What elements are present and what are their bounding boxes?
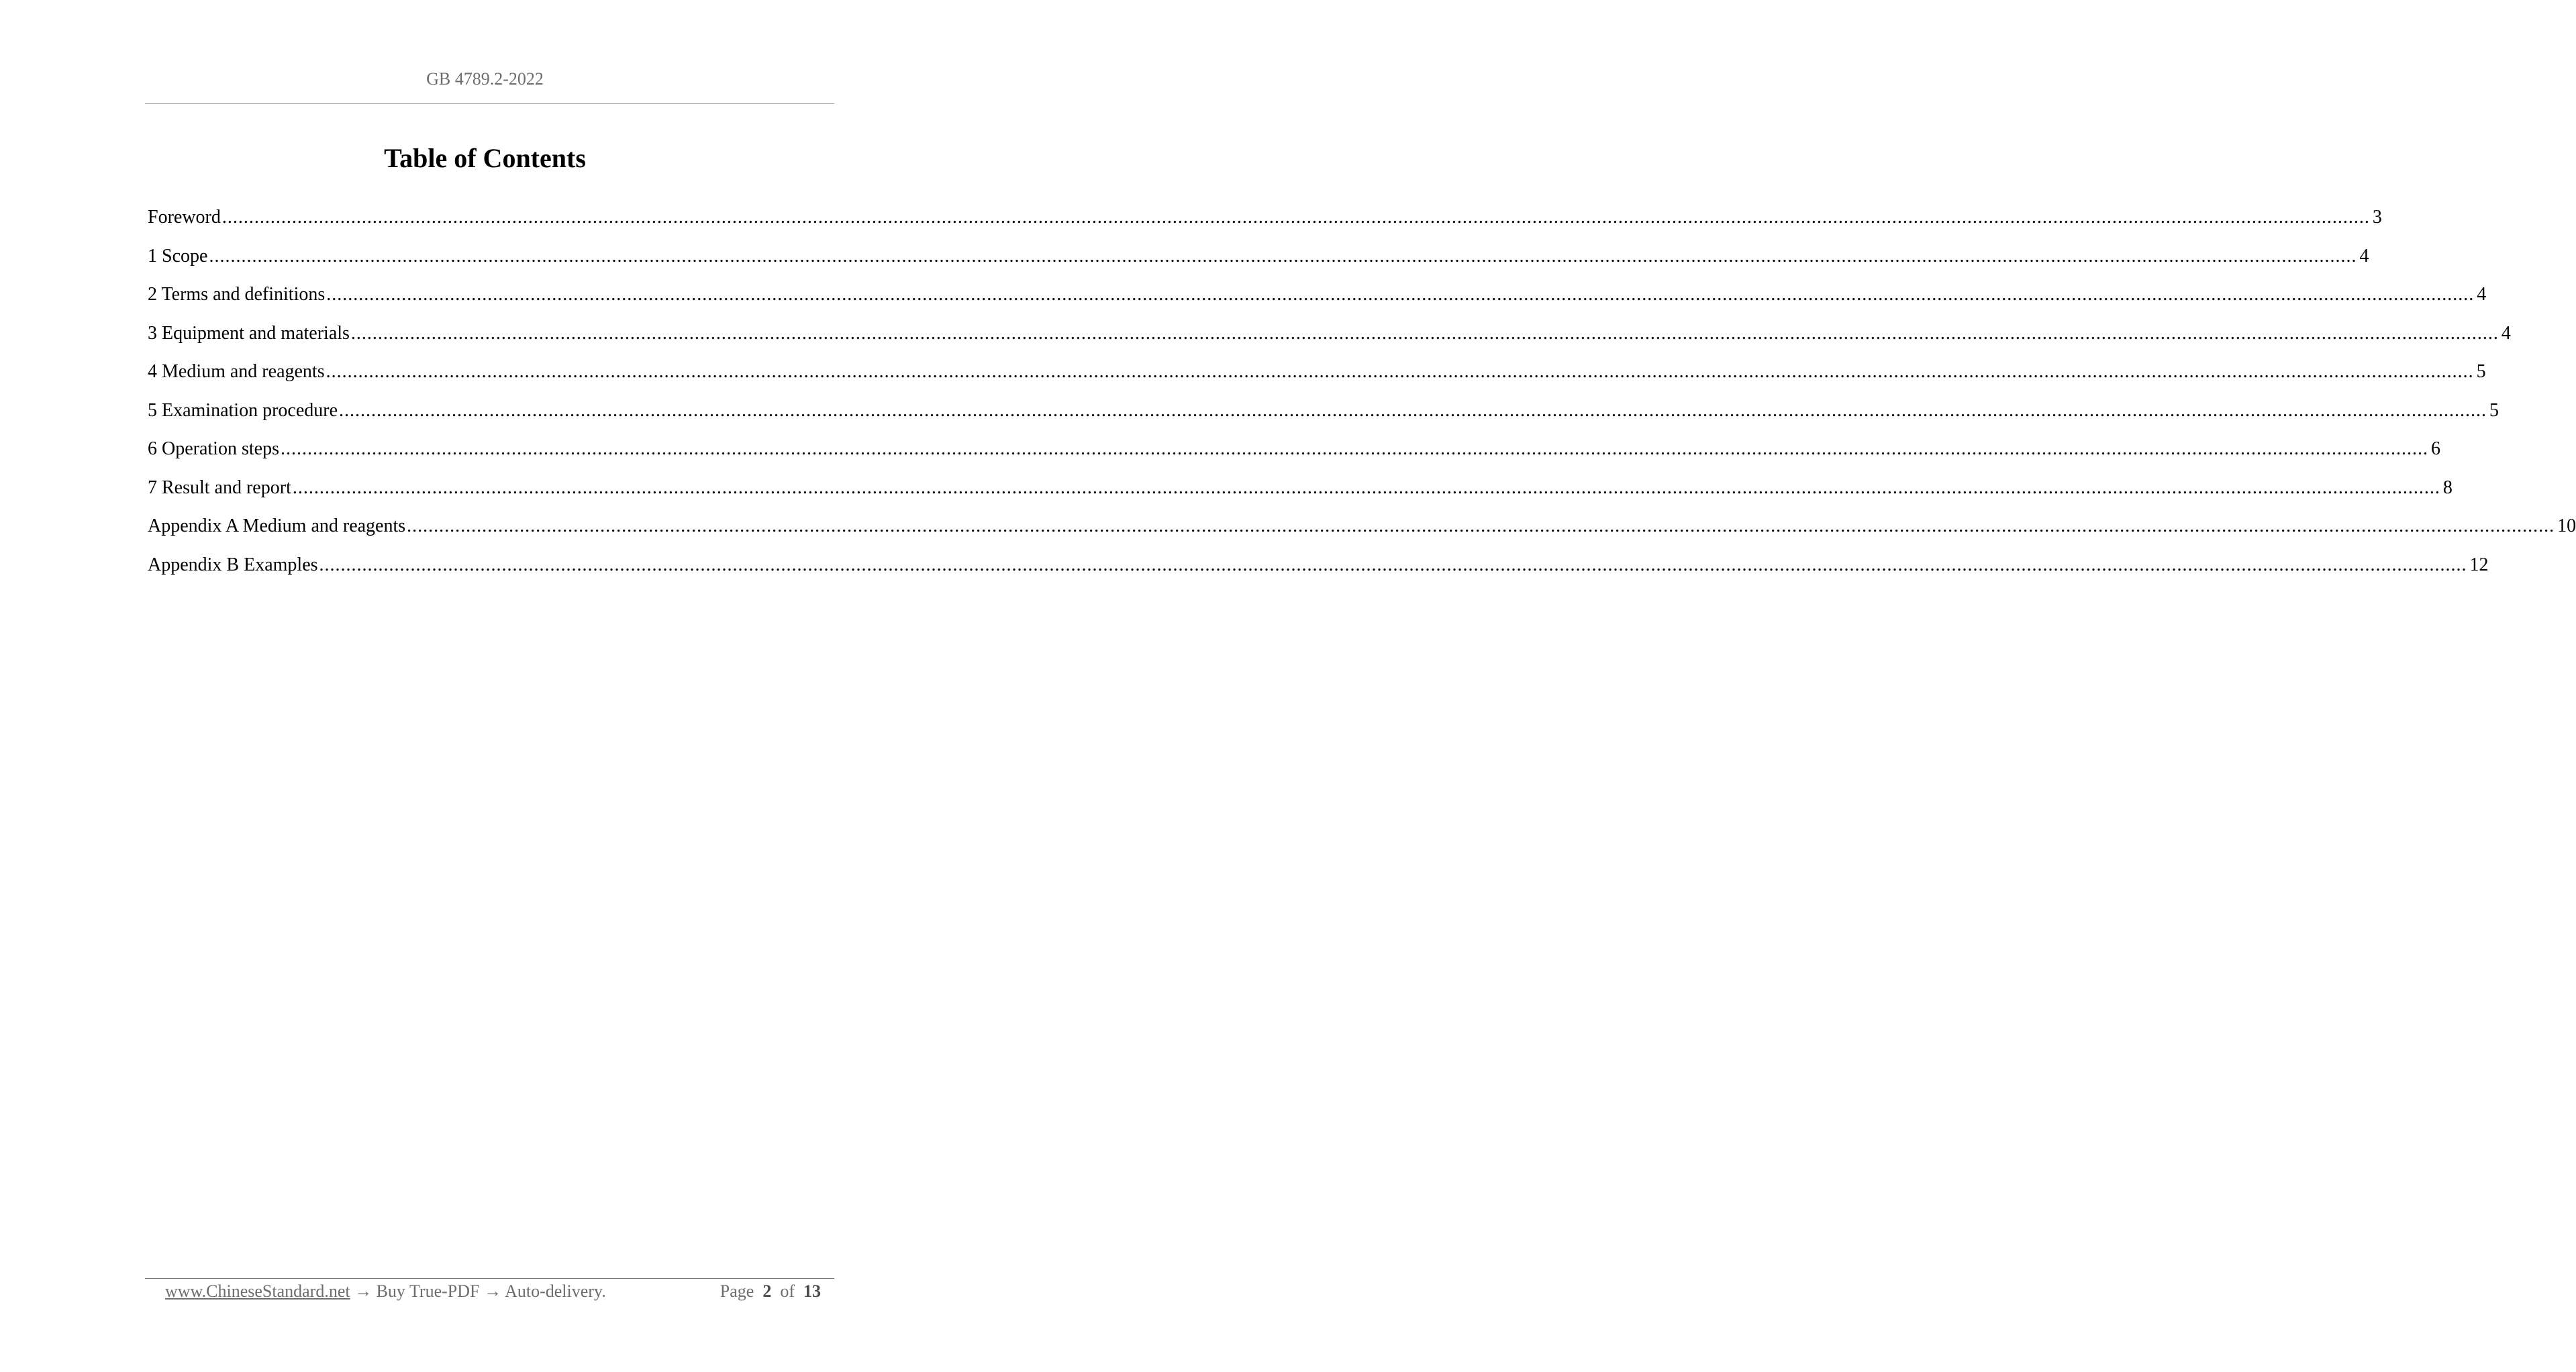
arrow-right-icon: → bbox=[484, 1281, 501, 1301]
toc-entry-label: Foreword bbox=[148, 207, 221, 228]
toc-dot-leader: ................................................................................................................................................................................................................................................................................................................................................................................................................ bbox=[319, 554, 2467, 575]
toc-entry-label: 4 Medium and reagents bbox=[148, 361, 325, 382]
toc-dot-leader: ................................................................................................................................................................................................................................................................................................................................................................................................................ bbox=[339, 399, 2487, 421]
toc-entry-page: 4 bbox=[2501, 322, 2511, 344]
toc-dot-leader: ................................................................................................................................................................................................................................................................................................................................................................................................................ bbox=[407, 516, 2555, 536]
toc-dot-leader: ................................................................................................................................................................................................................................................................................................................................................................................................................ bbox=[221, 207, 2370, 228]
toc-entry-label: 1 Scope bbox=[148, 245, 208, 266]
toc-entry-page: 10 bbox=[2557, 516, 2576, 536]
toc-dot-leader: ................................................................................................................................................................................................................................................................................................................................................................................................................ bbox=[209, 245, 2357, 266]
toc-entry-page: 5 bbox=[2476, 361, 2486, 382]
toc-entry-result[interactable] bbox=[148, 475, 2453, 514]
toc-entry-label: 2 Terms and definitions bbox=[148, 284, 326, 305]
website-link[interactable]: www.ChineseStandard.net bbox=[165, 1281, 350, 1301]
toc-entry-label: Appendix B Examples bbox=[148, 554, 318, 575]
arrow-right-icon: → bbox=[354, 1281, 373, 1301]
toc-list bbox=[148, 205, 2576, 591]
toc-entry-label: 6 Operation steps bbox=[148, 438, 279, 459]
toc-entry-label: 5 Examination procedure bbox=[148, 399, 338, 421]
toc-entry-foreword[interactable] bbox=[148, 205, 2382, 244]
toc-entry-label: 7 Result and report bbox=[148, 477, 291, 498]
footer-divider bbox=[145, 1278, 834, 1279]
toc-entry-page: 12 bbox=[2469, 554, 2489, 575]
toc-entry-label: Appendix A Medium and reagents bbox=[148, 516, 406, 536]
of-word: of bbox=[780, 1281, 795, 1301]
toc-entry-page: 4 bbox=[2359, 245, 2369, 266]
toc-entry-medium[interactable] bbox=[148, 359, 2486, 398]
toc-entry-scope[interactable] bbox=[148, 244, 2369, 283]
toc-entry-label: 3 Equipment and materials bbox=[148, 322, 350, 344]
toc-dot-leader: ................................................................................................................................................................................................................................................................................................................................................................................................................ bbox=[326, 284, 2475, 305]
page-indicator bbox=[720, 1281, 821, 1302]
page-word: Page bbox=[720, 1281, 754, 1301]
toc-entry-page: 4 bbox=[2477, 284, 2487, 305]
toc-dot-leader: ................................................................................................................................................................................................................................................................................................................................................................................................................ bbox=[350, 322, 2499, 344]
toc-entry-appendix-a[interactable] bbox=[148, 513, 2576, 552]
toc-entry-appendix-b[interactable] bbox=[148, 552, 2489, 591]
auto-delivery-text: Auto-delivery. bbox=[505, 1281, 606, 1301]
toc-entry-page: 6 bbox=[2430, 438, 2440, 459]
running-header: GB 4789.2-2022 bbox=[426, 69, 544, 89]
page-total: 13 bbox=[803, 1281, 821, 1301]
buy-true-pdf-text: Buy True-PDF bbox=[376, 1281, 480, 1301]
toc-entry-page: 3 bbox=[2372, 207, 2382, 228]
header-divider bbox=[145, 103, 834, 104]
toc-dot-leader: ................................................................................................................................................................................................................................................................................................................................................................................................................ bbox=[326, 361, 2474, 382]
footer-promo bbox=[165, 1281, 606, 1302]
page-current: 2 bbox=[762, 1281, 772, 1301]
toc-entry-examination[interactable] bbox=[148, 398, 2499, 437]
toc-entry-page: 5 bbox=[2489, 399, 2499, 421]
toc-entry-terms[interactable] bbox=[148, 282, 2487, 321]
toc-entry-operation[interactable] bbox=[148, 436, 2440, 475]
toc-entry-page: 8 bbox=[2442, 477, 2453, 498]
toc-entry-equipment[interactable] bbox=[148, 321, 2511, 360]
toc-dot-leader: ................................................................................................................................................................................................................................................................................................................................................................................................................ bbox=[280, 438, 2428, 459]
page-title: Table of Contents bbox=[384, 143, 586, 173]
toc-dot-leader: ................................................................................................................................................................................................................................................................................................................................................................................................................ bbox=[292, 477, 2440, 498]
